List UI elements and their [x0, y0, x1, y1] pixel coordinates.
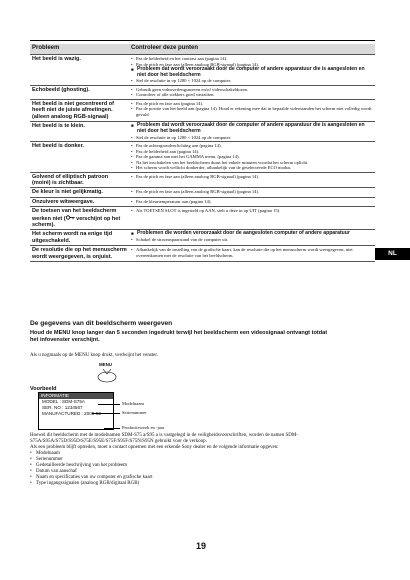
problem-text-suffix: verschijnt op het scherm).	[32, 215, 121, 228]
check-item: • Controleer of alle stekkers goed vastzitten.	[131, 92, 373, 98]
list-item: • Modelnaam	[30, 451, 346, 457]
problem-cell	[30, 188, 129, 197]
problem-text: De kleur is niet gelijkmatig.	[32, 189, 103, 196]
check-list	[131, 143, 373, 171]
check-cell	[129, 55, 375, 86]
table-row	[30, 85, 375, 99]
check-list	[131, 87, 373, 98]
callout-line-date	[104, 428, 120, 429]
problem-text: De resolutie die op het menuscherm wordt weergegeven, is onjuist.	[32, 247, 127, 260]
check-cell	[129, 85, 375, 99]
support-list	[30, 451, 346, 487]
table-row	[30, 197, 375, 206]
check-item: • Pas de kleurtemperatuur aan (pagina 14).	[131, 199, 373, 205]
model-note: Hoewel dit beeldscherm met de modelnamen SDM-S75 a/S95 a is vastgelegd in de veiligheidsvoorschriften, worden de namen SDM-S75A/S95A/S75D/S95D/S75E/S95E/S75F/S95F/S75N/S95N gebruikt voor de verkoop.	[30, 433, 298, 444]
problem-text: Het beeld is wazig.	[32, 56, 81, 62]
callout-line-serial	[92, 413, 120, 414]
check-cell	[129, 142, 375, 173]
check-item: • Pas de gamma aan met het GAMMA menu. (pagina 14).	[131, 154, 373, 160]
check-item: • Pas de pitch en fase aan (alleen analoog RGB-signaal) (pagina 14).	[131, 189, 373, 195]
list-item: • Datum van aanschaf	[30, 469, 346, 475]
problem-cell	[30, 55, 129, 86]
problem-cell	[30, 122, 129, 142]
menu-button-icon	[96, 364, 118, 384]
problem-text: De toetsen van het beeldscherm werken niet (	[32, 208, 117, 222]
check-cell	[129, 99, 375, 121]
check-item: • Afhankelijk van de instelling van de grafische kaart, kan de resolutie die op het menuscherm wordt weergegeven, niet overeenkomen met de resolutie van het beeldscherm.	[131, 247, 373, 258]
check-cell	[129, 122, 375, 142]
language-tab: NL	[375, 248, 410, 260]
menu-button-illustration	[96, 364, 118, 384]
problem-cell	[30, 85, 129, 99]
table-body	[30, 55, 375, 262]
list-item: • Type ingangssignalen (analoog RGB/digitaal RGB)	[30, 481, 346, 487]
check-cell	[129, 197, 375, 206]
check-list	[131, 189, 373, 195]
table-row	[30, 122, 375, 142]
menu-button-label: MENU	[99, 362, 112, 367]
table-row	[30, 142, 375, 173]
check-item: • Als TOETSEN SLOT is ingesteld op AAN, stelt u deze in op UIT (pagina 15).	[131, 208, 373, 214]
callout-serial: Serienummer	[122, 410, 147, 415]
check-list	[131, 123, 373, 140]
check-cell	[129, 188, 375, 197]
table-row	[30, 172, 375, 188]
top-rule	[30, 40, 375, 41]
problem-text: Het beeld is donker.	[32, 143, 84, 150]
info-note: Als u nogmaals op de MENU knop drukt, verdwijnt het venster.	[30, 353, 159, 358]
table-row	[30, 246, 375, 262]
problem-cell	[30, 197, 129, 206]
check-list	[131, 199, 373, 205]
info-model: MODEL : SDM-S75A	[42, 399, 85, 404]
key-lock-icon	[66, 216, 75, 222]
check-list	[131, 174, 373, 180]
callout-model: Modelnaam	[122, 401, 144, 406]
check-item: • Pas de pitch en fase aan (pagina 14).	[131, 101, 373, 107]
table-row	[30, 55, 375, 86]
check-list	[131, 231, 373, 242]
problem-text: Het beeld is te klein.	[32, 123, 85, 130]
support-section	[30, 433, 346, 487]
check-list	[131, 56, 373, 84]
list-item: • Serienummer	[30, 457, 346, 463]
check-cell	[129, 230, 375, 246]
support-note: Als een probleem blijft optreden, moet u contact opnemen met een erkende Sony dealer en de volgende informatie opgeven:	[30, 445, 279, 450]
cause-note: ■ Probleem dat wordt veroorzaakt door de computer of andere apparatuur die is aangesloten en niet door het beeldscherm	[131, 123, 373, 134]
problem-text: Onzuivere witweergave.	[32, 198, 95, 205]
troubleshooting-table	[30, 44, 375, 262]
info-serial: SER. NO : 1234567	[42, 405, 83, 410]
check-list	[131, 101, 373, 118]
check-cell	[129, 172, 375, 188]
problem-text: Golvend of elliptisch patroon (moiré) is zichtbaar.	[32, 173, 109, 186]
check-item: • Stel de resolutie in op 1280 × 1024 op de computer.	[131, 135, 373, 141]
problem-text: Het beeld is niet gecentreerd of heeft niet de juiste afmetingen. (alleen analoog RGB-signaal)	[32, 100, 114, 120]
cause-note: ■ Problemen die worden veroorzaakt door de aangesloten computer of andere apparatuur	[131, 231, 373, 237]
check-item: • Schakel de stroomspaarstand van de computer uit.	[131, 237, 373, 243]
problem-text: Echobeeld (ghosting).	[32, 86, 90, 93]
example-label: Voorbeeld	[30, 386, 57, 392]
table-row	[30, 230, 375, 246]
check-item: • Stel de resolutie in op 1280 × 1024 op de computer.	[131, 78, 373, 84]
header-check: Controleer deze punten	[129, 44, 375, 55]
info-instruction: Houd de MENU knop langer dan 5 seconden ingedrukt terwijl het beeldscherm een videosignaal ontvangt totdat het infovenster verschijnt.	[30, 330, 328, 343]
check-item: • Pas de helderheid en het contrast aan (pagina 14).	[131, 56, 373, 62]
problem-cell	[30, 99, 129, 121]
check-list	[131, 208, 373, 214]
header-problem: Probleem	[30, 44, 129, 55]
check-item: • Het scherm wordt wellicht donkerder, afhankelijk van de geselecteerde ECO modus.	[131, 165, 373, 171]
table-row	[30, 207, 375, 230]
check-item: • Pas de pitch en fase aan (alleen analoog RGB-signaal) (pagina 14).	[131, 62, 373, 68]
info-heading: De gegevens van dit beeldscherm weergeven	[30, 320, 173, 327]
problem-cell	[30, 246, 129, 262]
callout-date: Productieweek en -jaar	[122, 425, 165, 430]
check-item: • Na het inschakelen van het beeldscherm duurt het enkele minuten voordat het scherm oplicht.	[131, 160, 373, 166]
problem-cell	[30, 142, 129, 173]
check-item: • Pas de helderheid aan (pagina 14).	[131, 149, 373, 155]
page-number: 19	[196, 541, 207, 551]
check-cell	[129, 246, 375, 262]
table-row	[30, 99, 375, 121]
check-list	[131, 247, 373, 258]
check-item: • Pas de positie van het beeld aan (pagina 14). Houd er rekening mee dat in bepaalde videostanden het scherm niet volledig wordt gevuld.	[131, 106, 373, 117]
check-item: • Gebruik geen videoverlengsnoeren en/of videoschakeldozen.	[131, 87, 373, 93]
info-window	[38, 392, 114, 430]
problem-cell	[30, 230, 129, 246]
info-manufactured: MANUFACTURED : 2005-52	[42, 411, 101, 416]
check-item: • Pas de pitch en fase aan (alleen analoog RGB-signaal) (pagina 14).	[131, 174, 373, 180]
info-window-title: INFORMATIE	[39, 393, 113, 399]
callout-line-model	[98, 404, 120, 405]
check-cell	[129, 207, 375, 230]
list-item: • Naam en specificaties van uw computer en grafische kaart	[30, 475, 346, 481]
problem-text: Het scherm wordt na enige tijd uitgeschakeld.	[32, 231, 113, 244]
cause-note: ■ Probleem dat wordt veroorzaakt door de computer of andere apparatuur die is aangesloten en niet door het beeldscherm	[131, 67, 373, 78]
problem-cell	[30, 207, 129, 230]
table-header-row	[30, 44, 375, 55]
check-item: • Pas de achtergrondverlichting aan (pagina 14).	[131, 143, 373, 149]
list-item: • Gedetailleerde beschrijving van het probleem	[30, 463, 346, 469]
problem-cell	[30, 172, 129, 188]
table-row	[30, 188, 375, 197]
